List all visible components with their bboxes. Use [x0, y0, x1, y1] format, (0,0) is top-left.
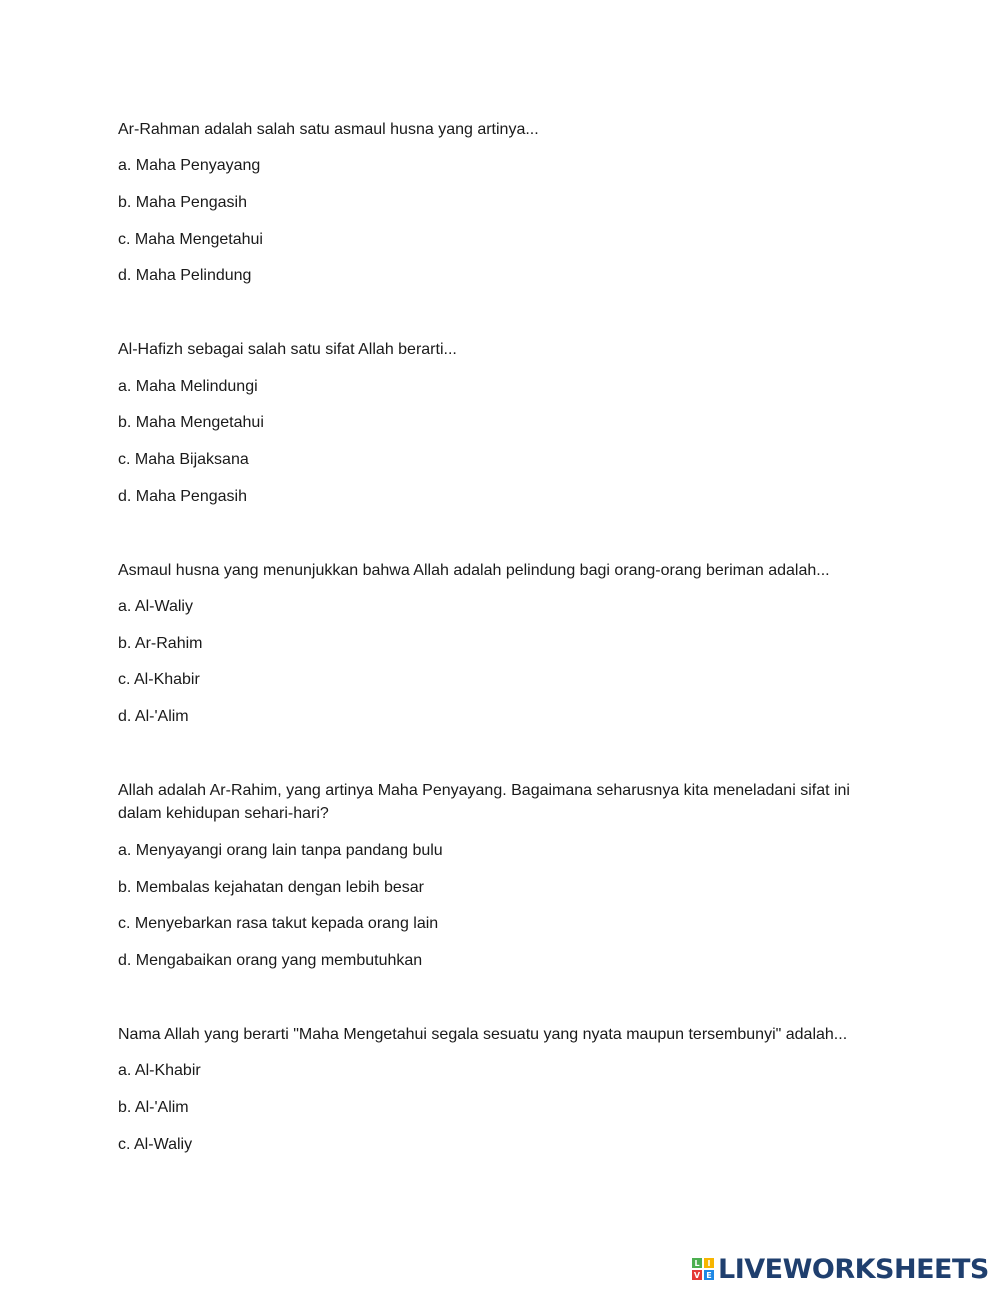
- question-4-option-c: c. Menyebarkan rasa takut kepada orang lain: [118, 915, 439, 932]
- logo-tile-l: L: [692, 1258, 702, 1268]
- question-1-option-b: b. Maha Pengasih: [118, 194, 247, 211]
- question-1-text: Ar-Rahman adalah salah satu asmaul husna yang artinya...: [118, 121, 539, 138]
- question-2-option-b: b. Maha Mengetahui: [118, 414, 264, 431]
- question-2-option-a: a. Maha Melindungi: [118, 378, 258, 395]
- question-3-option-c: c. Al-Khabir: [118, 671, 200, 688]
- question-2-option-c: c. Maha Bijaksana: [118, 451, 249, 468]
- question-5-option-a: a. Al-Khabir: [118, 1062, 201, 1079]
- question-5-text: Nama Allah yang berarti "Maha Mengetahui segala sesuatu yang nyata maupun tersembunyi" adalah...: [118, 1026, 848, 1043]
- question-1-option-c: c. Maha Mengetahui: [118, 231, 263, 248]
- question-4-text: Allah adalah Ar-Rahim, yang artinya Maha Penyayang. Bagaimana seharusnya kita meneladani sifat ini dalam kehidupan sehari-hari?: [118, 782, 850, 822]
- question-1-option-a: a. Maha Penyayang: [118, 157, 261, 174]
- question-1-option-d: d. Maha Pelindung: [118, 267, 252, 284]
- question-4-option-b: b. Membalas kejahatan dengan lebih besar: [118, 879, 424, 896]
- question-3-option-a: a. Al-Waliy: [118, 598, 193, 615]
- question-3-option-d: d. Al-'Alim: [118, 708, 189, 725]
- logo-tile-e: E: [704, 1270, 714, 1280]
- question-2-option-d: d. Maha Pengasih: [118, 488, 247, 505]
- question-5-option-b: b. Al-'Alim: [118, 1099, 189, 1116]
- question-4-option-a: a. Menyayangi orang lain tanpa pandang bulu: [118, 842, 443, 859]
- question-2-text: Al-Hafizh sebagai salah satu sifat Allah berarti...: [118, 341, 457, 358]
- logo-tile-v: V: [693, 1270, 701, 1280]
- liveworksheets-logo-icon: [692, 1258, 714, 1280]
- logo-wordmark: LIVEWORKSHEETS: [718, 1253, 989, 1285]
- question-3-option-b: b. Ar-Rahim: [118, 635, 203, 652]
- question-3-text: Asmaul husna yang menunjukkan bahwa Allah adalah pelindung bagi orang-orang beriman adalah...: [118, 562, 830, 579]
- liveworksheets-logo[interactable]: [692, 1252, 989, 1286]
- question-4-option-d: d. Mengabaikan orang yang membutuhkan: [118, 952, 423, 969]
- logo-tile-i: I: [704, 1258, 714, 1268]
- question-5-option-c: c. Al-Waliy: [118, 1136, 193, 1153]
